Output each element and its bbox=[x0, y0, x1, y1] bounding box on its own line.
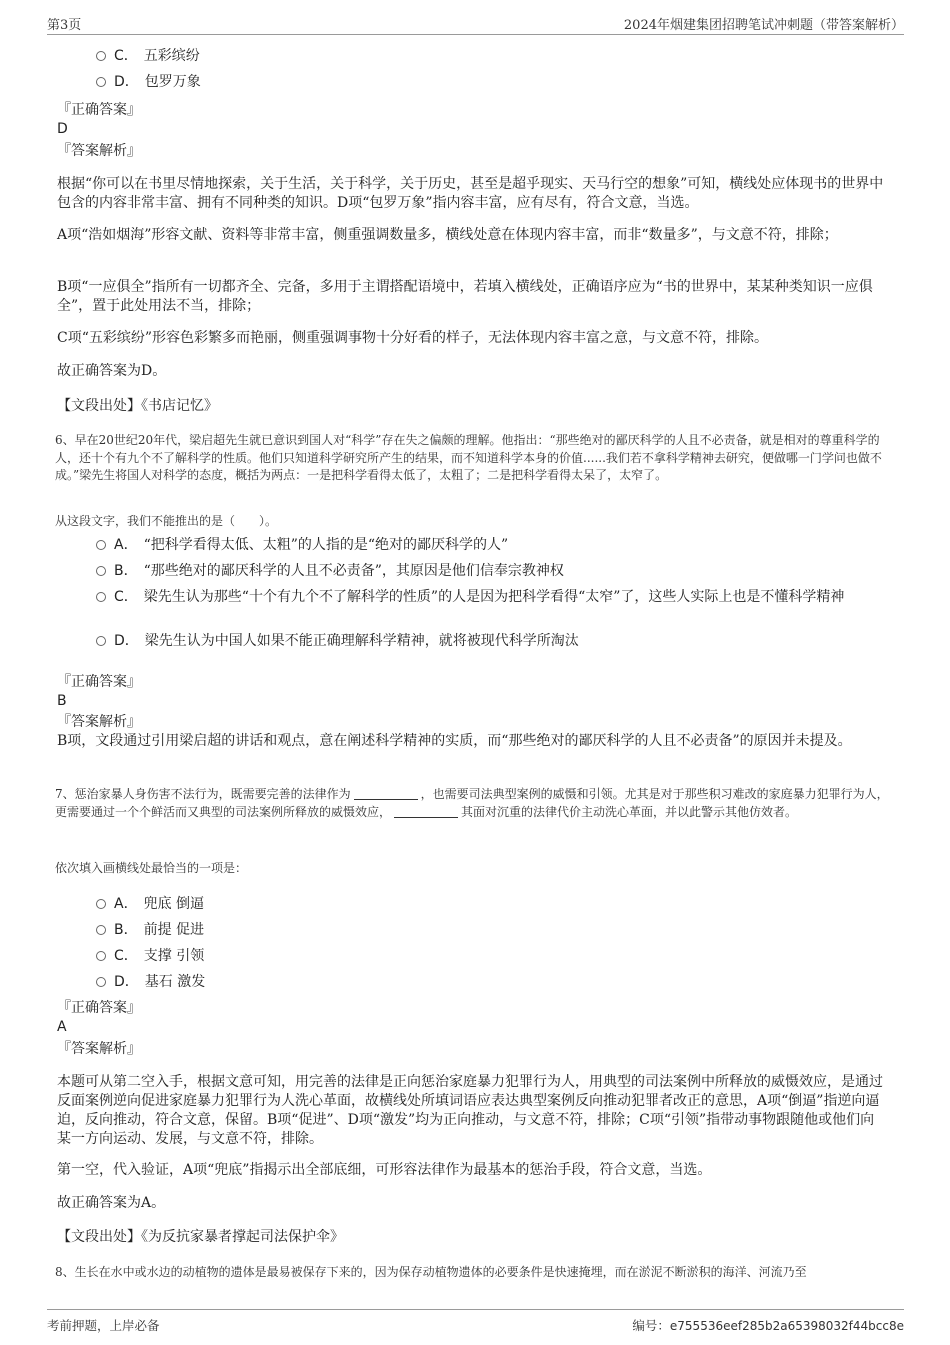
q7-option-a[interactable]: A． 兜底 倒逼 bbox=[96, 894, 896, 914]
page-header bbox=[47, 12, 904, 35]
q6-option-d[interactable]: D． 梁先生认为中国人如果不能正确理解科学精神，就将被现代科学所淘汰 bbox=[96, 631, 896, 651]
radio-icon[interactable] bbox=[96, 951, 106, 961]
q7-answer: A bbox=[57, 1019, 67, 1035]
q7-analysis-p1: 本题可从第二空入手，根据文意可知，用完善的法律是正向惩治家庭暴力犯罪行为人，用典型的司法案例中所释放的威慑效应，是通过反面案例逆向促进家庭暴力犯罪行为人洗心革面，故横线处所填词语应表达典型案例反向推动犯罪者改正的意思，A项“倒逼”指逆向逼迫，反向推动，符合文意，保留。B项“促进”、D项“激发”均为正向推动，与文意不符，排除；C项“引领”指带动事物跟随他或他们向某一方向运动、发展，与文意不符，排除。 bbox=[57, 1074, 883, 1147]
q5-analysis-p4: C项“五彩缤纷”形容色彩繁多而艳丽，侧重强调事物十分好看的样子，无法体现内容丰富之意，与文意不符，排除。 bbox=[57, 330, 769, 346]
q6-ask: 从这段文字，我们不能推出的是（ ）。 bbox=[55, 514, 278, 528]
q5-conclusion: 故正确答案为D。 bbox=[57, 363, 167, 379]
q5-answer: D bbox=[57, 121, 68, 137]
page-footer bbox=[47, 1309, 904, 1334]
q5-option-c[interactable]: C． 五彩缤纷 bbox=[96, 46, 896, 66]
footer-id: 编号：e755536eef285b2a65398032f44bcc8e bbox=[632, 1318, 904, 1333]
q6-analysis-label: 『答案解析』 bbox=[57, 714, 141, 730]
blank-1 bbox=[354, 787, 418, 800]
q6-analysis: B项，文段通过引用梁启超的讲话和观点，意在阐述科学精神的实质，而“那些绝对的鄙厌科学的人且不必责备”的原因并未提及。 bbox=[57, 733, 852, 749]
q7-answer-label: 『正确答案』 bbox=[57, 1000, 141, 1016]
radio-icon[interactable] bbox=[96, 925, 106, 935]
radio-icon[interactable] bbox=[96, 540, 106, 550]
document-code: e755536eef285b2a65398032f44bcc8e bbox=[669, 1319, 904, 1333]
radio-icon[interactable] bbox=[96, 77, 106, 87]
q7-conclusion: 故正确答案为A。 bbox=[57, 1195, 166, 1211]
radio-icon[interactable] bbox=[96, 977, 106, 987]
q6-option-c[interactable]: C． 梁先生认为那些“十个有九个不了解科学的性质”的人是因为把科学看得“太窄”了，这些人实际上也是不懂科学精神 bbox=[96, 587, 891, 607]
footer-slogan: 考前押题，上岸必备 bbox=[47, 1318, 160, 1333]
q8-stem: 8、生长在水中或水边的动植物的遗体是最易被保存下来的，因为保存动植物遗体的必要条件是快速掩埋，而在淤泥不断淤积的海洋、河流乃至 bbox=[55, 1265, 807, 1279]
q5-answer-label: 『正确答案』 bbox=[57, 102, 141, 118]
q5-analysis-p1: 根据“你可以在书里尽情地探索，关于生活，关于科学，关于历史，甚至是超乎现实、天马行空的想象”可知，横线处应体现书的世界中包含的内容非常丰富、拥有不同种类的知识。D项“包罗万象”指内容丰富，应有尽有，符合文意，当选。 bbox=[57, 176, 884, 211]
radio-icon[interactable] bbox=[96, 566, 106, 576]
q5-option-d[interactable]: D． 包罗万象 bbox=[96, 72, 896, 92]
q7-analysis-label: 『答案解析』 bbox=[57, 1041, 141, 1057]
radio-icon[interactable] bbox=[96, 51, 106, 61]
q5-analysis-label: 『答案解析』 bbox=[57, 143, 141, 159]
q7-source: 【文段出处】《为反抗家暴者撑起司法保护伞》 bbox=[57, 1229, 344, 1245]
q7-option-d[interactable]: D． 基石 激发 bbox=[96, 972, 896, 992]
page-number: 第3页 bbox=[47, 18, 82, 33]
radio-icon[interactable] bbox=[96, 636, 106, 646]
q5-analysis-p3: B项“一应俱全”指所有一切都齐全、完备，多用于主谓搭配语境中，若填入横线处，正确语序应为“书的世界中，某某种类知识一应俱全”，置于此处用法不当，排除； bbox=[57, 279, 873, 314]
blank-2 bbox=[394, 805, 458, 818]
radio-icon[interactable] bbox=[96, 592, 106, 602]
q6-answer: B bbox=[57, 693, 67, 709]
q6-answer-label: 『正确答案』 bbox=[57, 674, 141, 690]
q5-analysis-p2: A项“浩如烟海”形容文献、资料等非常丰富，侧重强调数量多，横线处意在体现内容丰富，而非“数量多”，与文意不符，排除； bbox=[57, 227, 838, 243]
q6-stem: 6、早在20世纪20年代，梁启超先生就已意识到国人对“科学”存在失之偏颇的理解。他指出：“那些绝对的鄙厌科学的人且不必责备，就是相对的尊重科学的人，还十个有九个不了解科学的性质。他们只知道科学研究所产生的结果，而不知道科学本身的价值......我们若不拿科学精神去研究，便做哪一门学问也做不成。”梁先生将国人对科学的态度，概括为两点：一是把科学看得太低了，太粗了；二是把科学看得太呆了，太窄了。 bbox=[55, 433, 882, 482]
radio-icon[interactable] bbox=[96, 899, 106, 909]
q6-option-b[interactable]: B． “那些绝对的鄙厌科学的人且不必责备”，其原因是他们信奉宗教神权 bbox=[96, 561, 896, 581]
q6-option-a[interactable]: A． “把科学看得太低、太粗”的人指的是“绝对的鄙厌科学的人” bbox=[96, 535, 896, 555]
document-title: 2024年烟建集团招聘笔试冲刺题（带答案解析） bbox=[623, 18, 904, 33]
q7-option-b[interactable]: B． 前提 促进 bbox=[96, 920, 896, 940]
q7-option-c[interactable]: C． 支撑 引领 bbox=[96, 946, 896, 966]
q7-stem: 7、惩治家暴人身伤害不法行为，既需要完善的法律作为 ，也需要司法典型案例的威慑和引领。尤其是对于那些积习难改的家庭暴力犯罪行为人，更需要通过一个个鲜活而又典型的司法案例所释放的威慑效应， 其面对沉重的法律代价主动洗心革面，并以此警示其他仿效者。 bbox=[55, 787, 889, 819]
q7-analysis-p2: 第一空，代入验证，A项“兜底”指揭示出全部底细，可形容法律作为最基本的惩治手段，符合文意，当选。 bbox=[57, 1162, 712, 1178]
q7-ask: 依次填入画横线处最恰当的一项是： bbox=[55, 861, 248, 875]
q5-source: 【文段出处】《书店记忆》 bbox=[57, 398, 218, 414]
